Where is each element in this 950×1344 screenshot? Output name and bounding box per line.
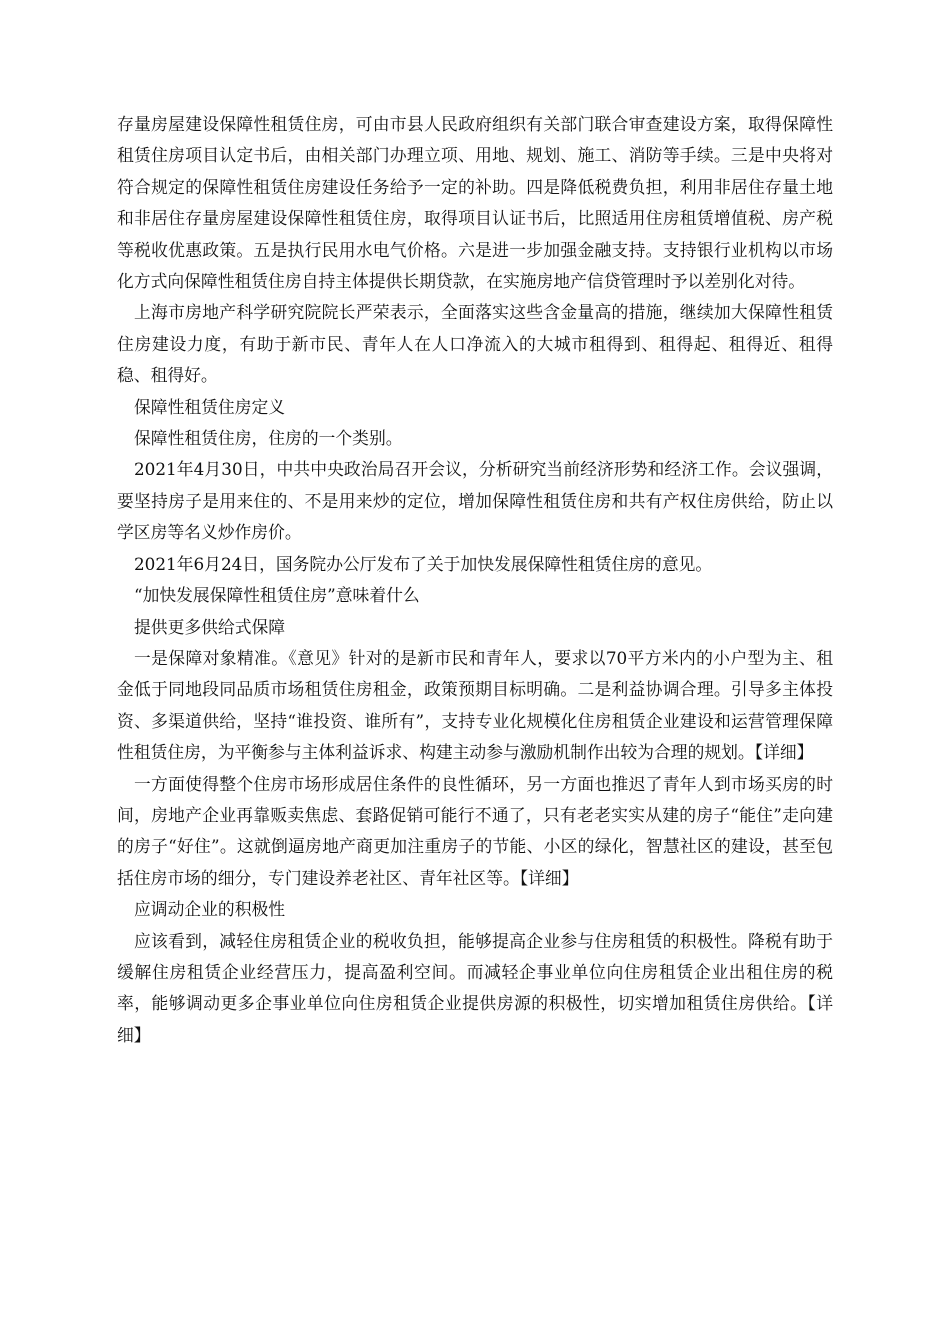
paragraph-policy-measures: 存量房屋建设保障性租赁住房，可由市县人民政府组织有关部门联合审查建设方案，取得保障性租赁住房项目认定书后，由相关部门办理立项、用地、规划、施工、消防等手续。三是中央将对符合规定的保障性租赁住房建设任务给予一定的补助。四是降低税费负担，利用非居住存量土地和非居住存量房屋建设保障性租赁住房，取得项目认证书后，比照适用住房租赁增值税、房产税等税收优惠政策。五是执行民用水电气价格。六是进一步加强金融支持。支持银行业机构以市场化方式向保障性租赁住房自持主体提供长期贷款，在实施房地产信贷管理时予以差别化对待。	[117, 114, 833, 292]
document-body	[117, 109, 833, 1051]
paragraph-politburo-meeting: 2021年4月30日，中共中央政治局召开会议，分析研究当前经济形势和经济工作。会议强调，要坚持房子是用来住的、不是用来炒的定位，增加保障性租赁住房和共有产权住房供给，防止以学区房等名义炒作房价。	[117, 459, 833, 543]
heading-definition: 保障性租赁住房定义	[134, 396, 286, 417]
paragraph-target-precision: 一是保障对象精准。《意见》针对的是新市民和青年人，要求以70平方米内的小户型为主、租金低于同地段同品质市场租赁住房租金，政策预期目标明确。二是利益协调合理。引导多主体投资、多渠道供给，坚持“谁投资、谁所有”，支持专业化规模化住房租赁企业建设和运营管理保障性租赁住房，为平衡参与主体利益诉求、构建主动参与激励机制作出较为合理的规划。【详细】	[117, 647, 833, 763]
heading-meaning: “加快发展保障性租赁住房”意味着什么	[134, 585, 420, 606]
heading-enterprise-motivation: 应调动企业的积极性	[134, 899, 286, 920]
heading-supply-guarantee: 提供更多供给式保障	[134, 616, 286, 637]
paragraph-tax-reduction: 应该看到，减轻住房租赁企业的税收负担，能够提高企业参与住房租赁的积极性。降税有助于缓解住房租赁企业经营压力，提高盈利空间。而减轻企事业单位向住房租赁企业出租住房的税率，能够调动更多企事业单位向住房租赁企业提供房源的积极性，切实增加租赁住房供给。【详细】	[117, 930, 833, 1045]
paragraph-definition: 保障性租赁住房，住房的一个类别。	[134, 428, 403, 449]
paragraph-market-cycle: 一方面使得整个住房市场形成居住条件的良性循环，另一方面也推迟了青年人到市场买房的时间，房地产企业再靠贩卖焦虑、套路促销可能行不通了，只有老老实实从建的房子“能住”走向建的房子“好住”。这就倒逼房地产商更加注重房子的节能、小区的绿化，智慧社区的建设，甚至包括住房市场的细分，专门建设养老社区、青年社区等。【详细】	[117, 773, 833, 888]
paragraph-state-council-opinion: 2021年6月24日，国务院办公厅发布了关于加快发展保障性租赁住房的意见。	[134, 553, 713, 574]
paragraph-expert-comment: 上海市房地产科学研究院院长严荣表示，全面落实这些含金量高的措施，继续加大保障性租赁住房建设力度，有助于新市民、青年人在人口净流入的大城市租得到、租得起、租得近、租得稳、租得好。	[117, 302, 833, 386]
